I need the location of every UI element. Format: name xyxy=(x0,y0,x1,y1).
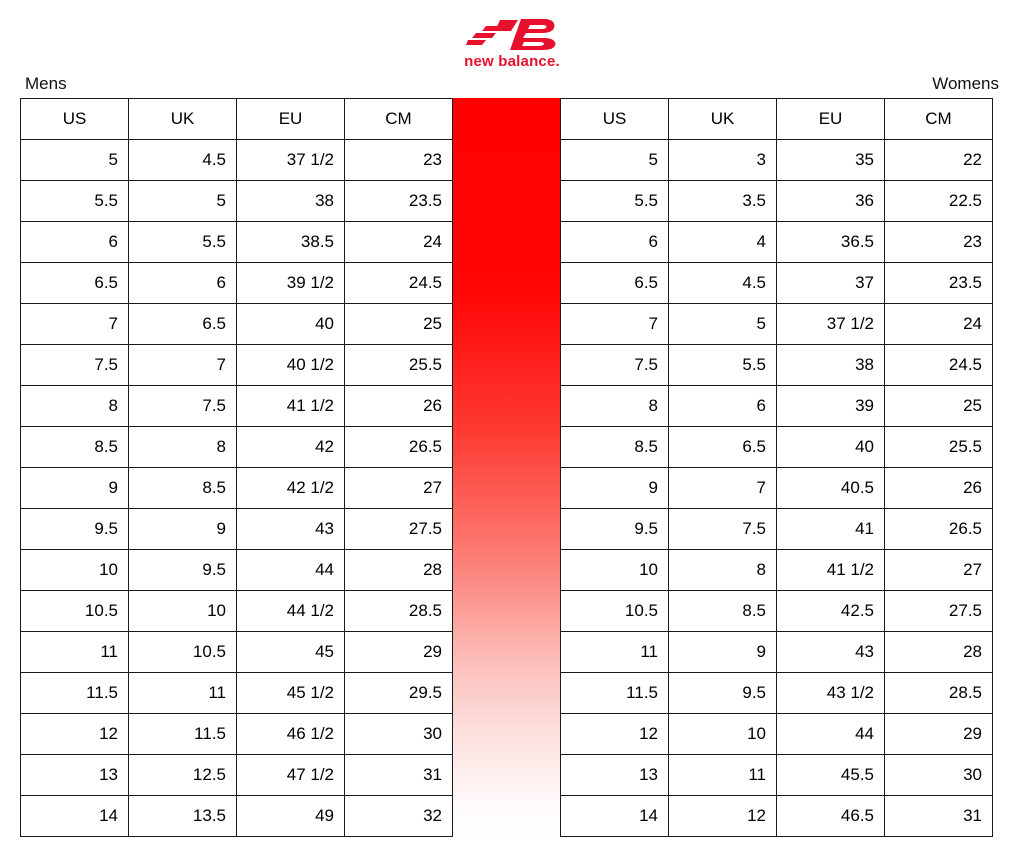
cell-uk: 8 xyxy=(129,427,237,468)
cell-cm: 26 xyxy=(345,386,453,427)
cell-cm: 27.5 xyxy=(885,591,993,632)
cell-uk: 13.5 xyxy=(129,796,237,837)
cell-cm: 25.5 xyxy=(345,345,453,386)
cell-eu: 38 xyxy=(237,181,345,222)
cell-us: 8.5 xyxy=(561,427,669,468)
cell-eu: 45 xyxy=(237,632,345,673)
cell-us: 6 xyxy=(561,222,669,263)
cell-us: 7.5 xyxy=(21,345,129,386)
cell-cm: 28.5 xyxy=(345,591,453,632)
mens-size-table xyxy=(20,98,453,837)
cell-uk: 9 xyxy=(129,509,237,550)
table-row xyxy=(561,222,993,263)
table-row xyxy=(21,427,453,468)
cell-uk: 7 xyxy=(129,345,237,386)
cell-us: 9.5 xyxy=(21,509,129,550)
cell-eu: 42 1/2 xyxy=(237,468,345,509)
table-row xyxy=(561,755,993,796)
table-row xyxy=(561,796,993,837)
cell-us: 10 xyxy=(21,550,129,591)
cell-us: 13 xyxy=(561,755,669,796)
cell-eu: 47 1/2 xyxy=(237,755,345,796)
table-row xyxy=(561,468,993,509)
cell-us: 13 xyxy=(21,755,129,796)
cell-uk: 9.5 xyxy=(129,550,237,591)
table-row xyxy=(21,714,453,755)
cell-eu: 40 xyxy=(237,304,345,345)
cell-uk: 8.5 xyxy=(669,591,777,632)
cell-us: 7 xyxy=(561,304,669,345)
table-row xyxy=(21,345,453,386)
cell-uk: 8 xyxy=(669,550,777,591)
column-header-us: US xyxy=(21,99,129,140)
cell-us: 5 xyxy=(21,140,129,181)
cell-cm: 23 xyxy=(885,222,993,263)
cell-cm: 24 xyxy=(345,222,453,263)
cell-cm: 24 xyxy=(885,304,993,345)
table-header-row xyxy=(21,99,453,140)
column-header-cm: CM xyxy=(345,99,453,140)
cell-us: 10 xyxy=(561,550,669,591)
cell-cm: 27 xyxy=(885,550,993,591)
cell-us: 10.5 xyxy=(561,591,669,632)
cell-uk: 10.5 xyxy=(129,632,237,673)
cell-us: 6.5 xyxy=(21,263,129,304)
cell-uk: 3.5 xyxy=(669,181,777,222)
table-row xyxy=(21,263,453,304)
table-row xyxy=(561,673,993,714)
cell-eu: 36 xyxy=(777,181,885,222)
cell-uk: 12.5 xyxy=(129,755,237,796)
cell-eu: 37 1/2 xyxy=(237,140,345,181)
table-row xyxy=(561,632,993,673)
cell-us: 8 xyxy=(561,386,669,427)
cell-eu: 44 xyxy=(237,550,345,591)
table-row xyxy=(561,345,993,386)
womens-size-table xyxy=(560,98,993,837)
table-row xyxy=(561,181,993,222)
cell-uk: 6 xyxy=(669,386,777,427)
cell-us: 11.5 xyxy=(21,673,129,714)
cell-uk: 11 xyxy=(129,673,237,714)
cell-us: 5.5 xyxy=(21,181,129,222)
mens-section-label: Mens xyxy=(25,74,67,93)
column-header-uk: UK xyxy=(129,99,237,140)
cell-eu: 45 1/2 xyxy=(237,673,345,714)
cell-uk: 9 xyxy=(669,632,777,673)
cell-us: 6 xyxy=(21,222,129,263)
cell-us: 10.5 xyxy=(21,591,129,632)
cell-us: 8 xyxy=(21,386,129,427)
cell-eu: 38 xyxy=(777,345,885,386)
red-gradient-divider xyxy=(453,98,560,837)
cell-us: 12 xyxy=(21,714,129,755)
table-row xyxy=(21,591,453,632)
cell-cm: 23 xyxy=(345,140,453,181)
cell-eu: 46.5 xyxy=(777,796,885,837)
column-header-cm: CM xyxy=(885,99,993,140)
cell-us: 11 xyxy=(561,632,669,673)
cell-cm: 32 xyxy=(345,796,453,837)
cell-us: 9.5 xyxy=(561,509,669,550)
table-row xyxy=(21,796,453,837)
cell-eu: 35 xyxy=(777,140,885,181)
cell-uk: 4.5 xyxy=(129,140,237,181)
cell-uk: 10 xyxy=(669,714,777,755)
table-row xyxy=(21,386,453,427)
cell-uk: 12 xyxy=(669,796,777,837)
cell-uk: 5 xyxy=(129,181,237,222)
cell-eu: 40 1/2 xyxy=(237,345,345,386)
cell-cm: 28 xyxy=(345,550,453,591)
cell-uk: 5.5 xyxy=(129,222,237,263)
table-row xyxy=(561,263,993,304)
cell-eu: 43 xyxy=(237,509,345,550)
cell-eu: 38.5 xyxy=(237,222,345,263)
column-header-eu: EU xyxy=(777,99,885,140)
cell-eu: 40.5 xyxy=(777,468,885,509)
cell-cm: 30 xyxy=(885,755,993,796)
cell-us: 8.5 xyxy=(21,427,129,468)
table-row xyxy=(561,714,993,755)
cell-cm: 24.5 xyxy=(345,263,453,304)
cell-uk: 7.5 xyxy=(669,509,777,550)
table-header-row xyxy=(561,99,993,140)
column-header-us: US xyxy=(561,99,669,140)
cell-cm: 22 xyxy=(885,140,993,181)
cell-cm: 28 xyxy=(885,632,993,673)
table-row xyxy=(21,140,453,181)
table-row xyxy=(561,550,993,591)
table-row xyxy=(561,427,993,468)
cell-cm: 28.5 xyxy=(885,673,993,714)
new-balance-nb-logo-icon xyxy=(466,16,558,52)
table-row xyxy=(21,632,453,673)
table-row xyxy=(21,468,453,509)
cell-us: 9 xyxy=(561,468,669,509)
cell-cm: 26.5 xyxy=(885,509,993,550)
cell-eu: 45.5 xyxy=(777,755,885,796)
cell-eu: 44 xyxy=(777,714,885,755)
cell-eu: 46 1/2 xyxy=(237,714,345,755)
cell-uk: 11.5 xyxy=(129,714,237,755)
table-row xyxy=(21,509,453,550)
cell-cm: 30 xyxy=(345,714,453,755)
cell-us: 11 xyxy=(21,632,129,673)
cell-us: 14 xyxy=(561,796,669,837)
cell-cm: 26.5 xyxy=(345,427,453,468)
cell-us: 6.5 xyxy=(561,263,669,304)
cell-cm: 22.5 xyxy=(885,181,993,222)
cell-eu: 39 xyxy=(777,386,885,427)
table-row xyxy=(561,509,993,550)
cell-eu: 36.5 xyxy=(777,222,885,263)
cell-eu: 39 1/2 xyxy=(237,263,345,304)
cell-eu: 41 1/2 xyxy=(237,386,345,427)
cell-us: 7.5 xyxy=(561,345,669,386)
cell-uk: 6.5 xyxy=(669,427,777,468)
cell-us: 14 xyxy=(21,796,129,837)
table-row xyxy=(561,386,993,427)
table-row xyxy=(21,755,453,796)
cell-uk: 4.5 xyxy=(669,263,777,304)
cell-eu: 40 xyxy=(777,427,885,468)
cell-us: 7 xyxy=(21,304,129,345)
cell-us: 5 xyxy=(561,140,669,181)
table-row xyxy=(561,591,993,632)
cell-eu: 37 xyxy=(777,263,885,304)
cell-cm: 29.5 xyxy=(345,673,453,714)
cell-cm: 31 xyxy=(885,796,993,837)
cell-cm: 27.5 xyxy=(345,509,453,550)
table-row xyxy=(21,550,453,591)
column-header-uk: UK xyxy=(669,99,777,140)
cell-us: 12 xyxy=(561,714,669,755)
table-row xyxy=(561,140,993,181)
cell-cm: 29 xyxy=(885,714,993,755)
cell-uk: 4 xyxy=(669,222,777,263)
table-row xyxy=(21,181,453,222)
cell-cm: 23.5 xyxy=(885,263,993,304)
cell-uk: 6 xyxy=(129,263,237,304)
cell-uk: 3 xyxy=(669,140,777,181)
womens-section-label: Womens xyxy=(932,74,999,93)
cell-uk: 5 xyxy=(669,304,777,345)
cell-eu: 42 xyxy=(237,427,345,468)
cell-eu: 41 xyxy=(777,509,885,550)
cell-uk: 7 xyxy=(669,468,777,509)
cell-eu: 43 xyxy=(777,632,885,673)
cell-eu: 41 1/2 xyxy=(777,550,885,591)
cell-cm: 25.5 xyxy=(885,427,993,468)
cell-cm: 24.5 xyxy=(885,345,993,386)
brand-wordmark: new balance. xyxy=(464,53,560,70)
cell-eu: 49 xyxy=(237,796,345,837)
cell-uk: 5.5 xyxy=(669,345,777,386)
cell-uk: 10 xyxy=(129,591,237,632)
cell-us: 9 xyxy=(21,468,129,509)
cell-cm: 27 xyxy=(345,468,453,509)
cell-uk: 6.5 xyxy=(129,304,237,345)
cell-cm: 25 xyxy=(345,304,453,345)
cell-cm: 31 xyxy=(345,755,453,796)
brand-logo xyxy=(0,14,1024,72)
table-row xyxy=(21,673,453,714)
cell-us: 11.5 xyxy=(561,673,669,714)
cell-cm: 29 xyxy=(345,632,453,673)
cell-us: 5.5 xyxy=(561,181,669,222)
cell-eu: 43 1/2 xyxy=(777,673,885,714)
cell-eu: 44 1/2 xyxy=(237,591,345,632)
table-row xyxy=(21,304,453,345)
table-row xyxy=(21,222,453,263)
cell-uk: 8.5 xyxy=(129,468,237,509)
size-tables xyxy=(20,98,1004,837)
cell-eu: 42.5 xyxy=(777,591,885,632)
cell-cm: 26 xyxy=(885,468,993,509)
table-row xyxy=(561,304,993,345)
cell-uk: 7.5 xyxy=(129,386,237,427)
cell-cm: 23.5 xyxy=(345,181,453,222)
cell-uk: 9.5 xyxy=(669,673,777,714)
cell-uk: 11 xyxy=(669,755,777,796)
cell-cm: 25 xyxy=(885,386,993,427)
column-header-eu: EU xyxy=(237,99,345,140)
cell-eu: 37 1/2 xyxy=(777,304,885,345)
